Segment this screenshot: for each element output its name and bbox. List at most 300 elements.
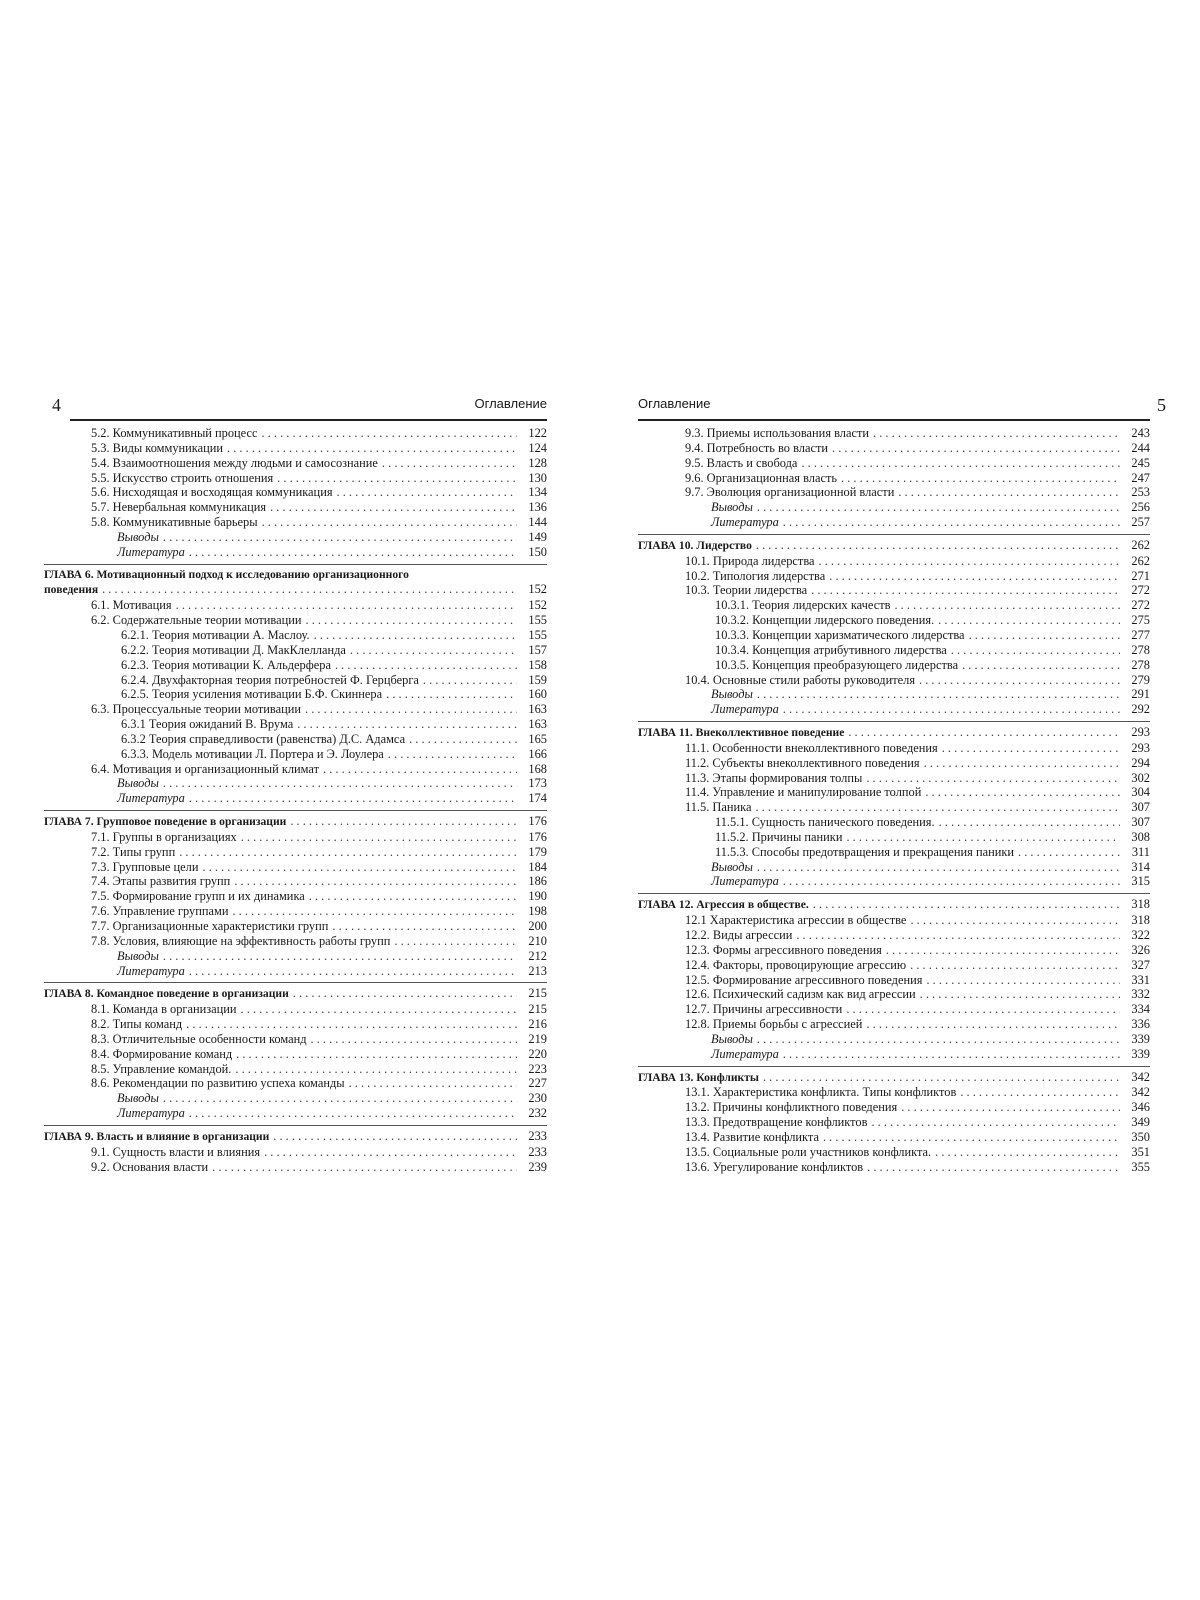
summary-entry (44, 791, 547, 806)
entry-title: Литература (711, 515, 779, 530)
entry-title: Выводы (711, 500, 753, 515)
section-entry (44, 441, 547, 456)
dot-leader (898, 485, 1120, 500)
dot-leader (335, 658, 517, 673)
entry-title: 9.6. Организационная власть (685, 470, 838, 485)
entry-page-number: 124 (528, 440, 547, 455)
dot-leader (261, 426, 517, 441)
entry-title: 12.4. Факторы, провоцирующие агрессию (685, 957, 907, 972)
summary-entry (44, 1106, 547, 1121)
summary-entry (638, 1032, 1150, 1047)
subsection-entry (638, 628, 1150, 643)
entry-title: 5.2. Коммуникативный процесс (91, 426, 258, 440)
entry-page-number: 318 (1131, 897, 1150, 912)
entry-page-number: 294 (1131, 755, 1150, 770)
dot-leader (783, 515, 1120, 530)
section-entry (638, 1145, 1150, 1160)
subsection-entry (638, 643, 1150, 658)
chapter-divider (44, 1125, 547, 1126)
dot-leader (314, 628, 517, 643)
dot-leader (871, 1115, 1120, 1130)
chapter-entry (638, 897, 1150, 913)
entry-title: 6.1. Мотивация (91, 598, 172, 613)
subsection-entry (44, 732, 547, 747)
section-entry (44, 702, 547, 717)
dot-leader (189, 1106, 517, 1121)
dot-leader (277, 471, 517, 486)
subsection-entry (638, 658, 1150, 673)
entry-page-number: 342 (1131, 1069, 1150, 1084)
dot-leader (350, 643, 517, 658)
entry-page-number: 220 (528, 1046, 547, 1061)
chapter-entry-continuation (44, 582, 547, 598)
entry-title: 11.4. Управление и манипулирование толпой (685, 785, 922, 800)
entry-page-number: 327 (1131, 957, 1150, 972)
section-entry (44, 762, 547, 777)
entry-title: Выводы (117, 529, 159, 544)
entry-title: 12.6. Психический садизм как вид агрессии (685, 987, 916, 1002)
entry-page-number: 155 (528, 613, 547, 628)
section-entry (638, 1100, 1150, 1115)
dot-leader (236, 1047, 517, 1062)
section-entry (638, 673, 1150, 688)
entry-page-number: 277 (1131, 627, 1150, 642)
subsection-entry (44, 717, 547, 732)
entry-title: Литература (711, 1046, 779, 1061)
section-entry (638, 987, 1150, 1002)
section-entry (44, 1017, 547, 1032)
entry-page-number: 233 (528, 1128, 547, 1143)
entry-page-number: 302 (1131, 770, 1150, 785)
dot-leader (382, 456, 517, 471)
dot-leader (202, 860, 517, 875)
entry-page-number: 247 (1131, 470, 1150, 485)
entry-title: ГЛАВА 6. Мотивационный подход к исследованию организационного (44, 567, 409, 581)
section-entry (638, 471, 1150, 486)
section-entry (44, 500, 547, 515)
entry-title: 12.1 Характеристика агрессии в обществе (685, 913, 907, 928)
dot-leader (163, 949, 517, 964)
section-entry (638, 943, 1150, 958)
entry-title: 12.5. Формирование агрессивного поведения (685, 972, 923, 987)
running-header (44, 393, 547, 419)
chapter-entry (638, 725, 1150, 741)
section-entry (638, 1085, 1150, 1100)
entry-title: 10.1. Природа лидерства (685, 553, 815, 568)
entry-page-number: 159 (528, 672, 547, 687)
subsection-entry (44, 658, 547, 673)
section-entry (638, 771, 1150, 786)
entry-title: Выводы (117, 948, 159, 963)
entry-title: 9.4. Потребность во власти (685, 440, 829, 455)
entry-page-number: 176 (528, 814, 547, 829)
dot-leader (846, 1002, 1120, 1017)
dot-leader (811, 583, 1120, 598)
entry-title: 5.3. Виды коммуникации (91, 440, 224, 455)
subsection-entry (638, 613, 1150, 628)
section-entry (44, 1160, 547, 1175)
header-rule (70, 419, 547, 421)
chapter-entry (44, 986, 547, 1002)
dot-leader (305, 702, 517, 717)
chapter-divider (44, 564, 547, 565)
entry-title: 5.4. Взаимоотношения между людьми и самосознание (91, 455, 378, 470)
entry-title: 11.3. Этапы формирования толпы (685, 770, 863, 785)
dot-leader (179, 845, 517, 860)
entry-title: 6.4. Мотивация и организационный климат (91, 761, 320, 776)
entry-title: 5.6. Нисходящая и восходящая коммуникация (91, 485, 333, 500)
chapter-entry (44, 1129, 547, 1145)
summary-entry (638, 687, 1150, 702)
entry-page-number: 227 (528, 1076, 547, 1091)
entry-title: 10.2. Типология лидерства (685, 568, 826, 583)
dot-leader (755, 800, 1120, 815)
dot-leader (186, 1017, 517, 1032)
section-entry (44, 613, 547, 628)
dot-leader (886, 943, 1120, 958)
entry-title: 7.8. Условия, влияющие на эффективность работы групп (91, 933, 391, 948)
entry-page-number: 152 (528, 582, 547, 597)
entry-title: 7.2. Типы групп (91, 844, 176, 859)
dot-leader (848, 725, 1120, 740)
entry-title: 10.3. Теории лидерства (685, 583, 808, 598)
dot-leader (819, 554, 1120, 569)
entry-title: 10.3.5. Концепция преобразующего лидерства (715, 657, 959, 672)
entry-page-number: 150 (528, 544, 547, 559)
subsection-entry (638, 815, 1150, 830)
dot-leader (939, 815, 1120, 830)
summary-entry (44, 964, 547, 979)
section-entry (44, 426, 547, 441)
entry-page-number: 128 (528, 455, 547, 470)
dot-leader (969, 628, 1120, 643)
dot-leader (832, 441, 1120, 456)
entry-page-number: 165 (528, 731, 547, 746)
entry-title: 5.7. Невербальная коммуникация (91, 500, 267, 515)
entry-title: ГЛАВА 8. Командное поведение в организации (44, 987, 289, 1001)
entry-title: 7.1. Группы в организациях (91, 829, 237, 844)
entry-page-number: 155 (528, 627, 547, 642)
dot-leader (962, 658, 1120, 673)
entry-page-number: 223 (528, 1061, 547, 1076)
entry-page-number: 339 (1131, 1031, 1150, 1046)
dot-leader (270, 500, 517, 515)
entry-page-number: 278 (1131, 642, 1150, 657)
dot-leader (189, 964, 517, 979)
entry-title: Выводы (711, 859, 753, 874)
dot-leader (227, 441, 517, 456)
entry-page-number: 136 (528, 500, 547, 515)
entry-page-number: 210 (528, 933, 547, 948)
entry-title: 11.5.2. Причины паники (715, 829, 843, 844)
table-of-contents (44, 426, 547, 1175)
entry-title: Литература (711, 702, 779, 717)
dot-leader (910, 913, 1120, 928)
dot-leader (866, 1017, 1120, 1032)
section-entry (638, 973, 1150, 988)
entry-page-number: 163 (528, 717, 547, 732)
entry-page-number: 349 (1131, 1115, 1150, 1130)
entry-title: 11.5. Паника (685, 800, 752, 815)
dot-leader (394, 934, 517, 949)
entry-page-number: 219 (528, 1031, 547, 1046)
running-header (638, 393, 1166, 419)
section-entry (638, 1017, 1150, 1032)
dot-leader (942, 741, 1120, 756)
entry-page-number: 322 (1131, 928, 1150, 942)
entry-page-number: 213 (528, 963, 547, 978)
subsection-entry (44, 628, 547, 643)
entry-page-number: 262 (1131, 553, 1150, 568)
entry-page-number: 168 (528, 761, 547, 776)
dot-leader (409, 732, 517, 747)
summary-entry (638, 515, 1150, 530)
entry-title: 11.5.1. Сущность панического поведения. (715, 815, 935, 830)
entry-title: 8.5. Управление командой. (91, 1061, 232, 1076)
entry-title: 10.4. Основные стили работы руководителя (685, 672, 916, 687)
entry-page-number: 176 (528, 829, 547, 844)
entry-page-number: 272 (1131, 598, 1150, 613)
dot-leader (960, 1085, 1120, 1100)
entry-page-number: 184 (528, 859, 547, 874)
entry-title: 13.3. Предотвращение конфликтов (685, 1115, 868, 1130)
section-entry (638, 1115, 1150, 1130)
subsection-entry (44, 747, 547, 762)
entry-title: Литература (711, 874, 779, 889)
entry-title: 10.3.1. Теория лидерских качеств (715, 598, 891, 613)
dot-leader (867, 1160, 1120, 1175)
section-entry (638, 569, 1150, 584)
chapter-divider (638, 534, 1150, 535)
section-entry (44, 1062, 547, 1077)
entry-page-number: 198 (528, 904, 547, 919)
section-entry (44, 904, 547, 919)
dot-leader (176, 598, 517, 613)
section-entry (638, 756, 1150, 771)
section-entry (638, 554, 1150, 569)
entry-page-number: 275 (1131, 613, 1150, 628)
entry-title: 5.8. Коммуникативные барьеры (91, 515, 258, 530)
entry-page-number: 351 (1131, 1144, 1150, 1159)
subsection-entry (44, 687, 547, 702)
entry-title: 13.5. Социальные роли участников конфликта. (685, 1144, 932, 1159)
entry-page-number: 233 (528, 1144, 547, 1159)
entry-page-number: 253 (1131, 485, 1150, 500)
entry-page-number: 307 (1131, 815, 1150, 830)
entry-title: ГЛАВА 11. Внеколлективное поведение (638, 726, 845, 740)
entry-page-number: 336 (1131, 1017, 1150, 1032)
dot-leader (919, 673, 1120, 688)
section-entry (44, 485, 547, 500)
entry-page-number: 256 (1131, 500, 1150, 515)
entry-title: 6.2.2. Теория мотивации Д. МакКлелланда (121, 642, 346, 657)
dot-leader (264, 1145, 517, 1160)
section-entry (638, 785, 1150, 800)
entry-title: 8.3. Отличительные особенности команд (91, 1031, 307, 1046)
summary-entry (638, 860, 1150, 875)
entry-page-number: 200 (528, 919, 547, 933)
dot-leader (235, 1062, 517, 1077)
dot-leader (212, 1160, 517, 1175)
entry-title: Литература (117, 1106, 185, 1121)
entry-title: 6.2.1. Теория мотивации А. Маслоу. (121, 627, 310, 642)
entry-title: поведения (44, 583, 99, 597)
entry-page-number: 346 (1131, 1100, 1150, 1115)
summary-entry (638, 1047, 1150, 1062)
summary-entry (44, 949, 547, 964)
entry-page-number: 262 (1131, 537, 1150, 552)
dot-leader (241, 830, 517, 845)
entry-page-number: 230 (528, 1091, 547, 1106)
dot-leader (349, 1076, 517, 1091)
entry-page-number: 158 (528, 657, 547, 672)
entry-page-number: 291 (1131, 687, 1150, 702)
section-entry (638, 1160, 1150, 1175)
section-entry (44, 456, 547, 471)
dot-leader (232, 904, 517, 919)
entry-title: 9.7. Эволюция организационной власти (685, 485, 895, 500)
entry-title: Выводы (711, 687, 753, 702)
dot-leader (924, 756, 1120, 771)
entry-title: 9.3. Приемы использования власти (685, 426, 870, 440)
entry-title: 13.2. Причины конфликтного поведения (685, 1100, 898, 1115)
summary-entry (44, 545, 547, 560)
dot-leader (241, 1002, 517, 1017)
entry-title: Литература (117, 791, 185, 806)
section-entry (44, 874, 547, 889)
entry-page-number: 149 (528, 529, 547, 544)
summary-entry (638, 702, 1150, 717)
entry-title: 8.6. Рекомендации по развитию успеха команды (91, 1076, 345, 1091)
dot-leader (273, 1129, 517, 1144)
entry-title: ГЛАВА 13. Конфликты (638, 1070, 759, 1084)
section-entry (638, 441, 1150, 456)
dot-leader (866, 771, 1120, 786)
entry-page-number: 311 (1131, 844, 1150, 859)
section-entry (44, 1032, 547, 1047)
dot-leader (783, 1047, 1120, 1062)
dot-leader (763, 1070, 1120, 1085)
entry-page-number: 215 (528, 986, 547, 1001)
section-entry (44, 889, 547, 904)
entry-page-number: 332 (1131, 987, 1150, 1002)
entry-title: 9.5. Власть и свобода (685, 455, 798, 470)
dot-leader (1018, 845, 1120, 860)
entry-title: 13.4. Развитие конфликта (685, 1129, 819, 1144)
summary-entry (638, 874, 1150, 889)
entry-title: Литература (117, 963, 185, 978)
entry-page-number: 293 (1131, 725, 1150, 740)
page-number: 5 (1157, 395, 1166, 415)
entry-title: 6.3.2 Теория справедливости (равенства) Д.С. Адамса (121, 731, 406, 746)
entry-page-number: 166 (528, 746, 547, 761)
entry-title: ГЛАВА 12. Агрессия в обществе. (638, 898, 809, 912)
entry-page-number: 292 (1131, 702, 1150, 717)
chapter-divider (638, 893, 1150, 894)
entry-page-number: 272 (1131, 583, 1150, 598)
entry-page-number: 334 (1131, 1002, 1150, 1017)
dot-leader (757, 687, 1120, 702)
section-entry (44, 830, 547, 845)
section-entry (44, 1002, 547, 1017)
entry-page-number: 163 (528, 702, 547, 717)
entry-page-number: 245 (1131, 455, 1150, 470)
chapter-divider (44, 982, 547, 983)
dot-leader (757, 1032, 1120, 1047)
entry-page-number: 244 (1131, 440, 1150, 455)
entry-page-number: 307 (1131, 800, 1150, 815)
section-entry (638, 913, 1150, 928)
chapter-entry (638, 1070, 1150, 1086)
entry-title: ГЛАВА 9. Власть и влияние в организации (44, 1129, 270, 1143)
entry-title: 9.1. Сущность власти и влияния (91, 1144, 261, 1159)
entry-page-number: 308 (1131, 829, 1150, 844)
dot-leader (388, 747, 517, 762)
entry-title: Литература (117, 544, 185, 559)
dot-leader (910, 958, 1120, 973)
dot-leader (757, 500, 1120, 515)
entry-page-number: 257 (1131, 515, 1150, 530)
entry-title: Выводы (711, 1031, 753, 1046)
entry-title: 8.1. Команда в организации (91, 1002, 237, 1017)
entry-title: 8.4. Формирование команд (91, 1046, 233, 1061)
header-rule (638, 419, 1150, 421)
entry-title: 7.6. Управление группами (91, 904, 229, 919)
entry-page-number: 331 (1131, 972, 1150, 987)
entry-title: 12.8. Приемы борьбы с агрессией (685, 1017, 863, 1032)
entry-page-number: 232 (528, 1106, 547, 1121)
dot-leader (163, 530, 517, 545)
section-entry (44, 934, 547, 949)
entry-title: 6.2.5. Теория усиления мотивации Б.Ф. Скиннера (121, 687, 383, 702)
subsection-entry (44, 643, 547, 658)
section-entry (44, 1076, 547, 1091)
dot-leader (829, 569, 1120, 584)
chapter-divider (638, 1066, 1150, 1067)
summary-entry (44, 1091, 547, 1106)
entry-title: 9.2. Основания власти (91, 1159, 209, 1174)
section-entry (638, 426, 1150, 441)
entry-page-number: 243 (1131, 426, 1150, 440)
dot-leader (293, 986, 517, 1001)
summary-entry (44, 776, 547, 791)
section-entry (638, 1002, 1150, 1017)
entry-page-number: 144 (528, 515, 547, 530)
dot-leader (938, 613, 1120, 628)
entry-title: 6.2. Содержательные теории мотивации (91, 613, 302, 628)
entry-title: 12.2. Виды агрессии (685, 928, 793, 942)
entry-title: 13.1. Характеристика конфликта. Типы конфликтов (685, 1085, 957, 1100)
entry-page-number: 342 (1131, 1085, 1150, 1100)
entry-title: 11.5.3. Способы предотвращения и прекращения паники (715, 844, 1015, 859)
page-number: 4 (52, 395, 61, 415)
section-entry (638, 958, 1150, 973)
entry-title: 6.2.4. Двухфакторная теория потребностей Ф. Герцберга (121, 672, 419, 687)
entry-page-number: 293 (1131, 740, 1150, 755)
entry-page-number: 326 (1131, 942, 1150, 957)
entry-page-number: 318 (1131, 913, 1150, 928)
entry-page-number: 350 (1131, 1129, 1150, 1144)
dot-leader (841, 471, 1120, 486)
running-title: Оглавление (474, 396, 547, 411)
dot-leader (102, 582, 517, 597)
table-of-contents (638, 426, 1150, 1175)
entry-title: 11.2. Субъекты внеколлективного поведения (685, 755, 920, 770)
dot-leader (290, 814, 517, 829)
dot-leader (783, 874, 1120, 889)
entry-title: 7.4. Этапы развития групп (91, 874, 231, 889)
entry-page-number: 173 (528, 776, 547, 791)
